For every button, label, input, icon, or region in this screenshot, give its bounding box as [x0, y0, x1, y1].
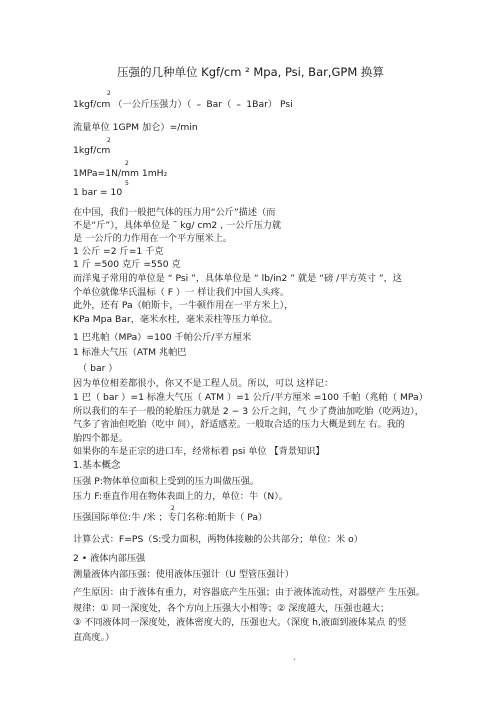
text-line: 测量液体内部压强：使用液体压强计（U 型管压强计）: [73, 569, 294, 580]
section-heading: 2 • 液体内部压强: [73, 553, 146, 564]
text-line: 在中国，我们一般把气体的压力用“公斤”描述（而: [73, 207, 276, 218]
text-line: 压强 P:物体单位面积上受到的压力叫做压强。: [73, 476, 260, 487]
text-line: ③ 不同液体同一深度处，液体密度大的，压强也大。（深度 h,液面到液体某点 的竖: [73, 617, 407, 628]
section-heading: 1.基本概念: [73, 460, 121, 471]
text-line: 此外，还有 Pa（帕斯卡，一牛顿作用在一平方米上），: [73, 300, 294, 311]
text-line: 不是“斤”），具体单位是 ˜ kg/ cm2 , 一公斤压力就: [73, 220, 282, 231]
text-line: 因为单位相差都很小，你又不是工程人员。所以，可以 这样记：: [73, 378, 334, 389]
text-line: 个单位就像华氏温标（ F ）一 样让我们中国人头疼。: [73, 287, 290, 298]
text-line: 而洋鬼子常用的单位是 “ Psi ”，具体单位是 “ lb/in2 ” 就是 “磅 /平方英寸 ”，这: [73, 273, 402, 284]
text-line: 1kgf/cm （一公斤压强力）（ ﹦ Bar（ ﹦ 1Bar） Psi: [73, 99, 293, 110]
text-line: KPa Mpa Bar，毫米水柱，毫米汞柱等压力单位。: [73, 314, 278, 325]
text-line: 如果你的车是正宗的进口车，经常标着 psi 单位 【背景知识】: [73, 446, 325, 457]
text-line: 胎四个都是。: [73, 433, 129, 444]
text-line: 直高度。）: [73, 632, 115, 643]
text-line: 1 标准大气压（ATM 兆帕巴: [73, 347, 187, 358]
text-line: 产生原因：由于液体有重力，对容器底产生压强；由于液体流动性，对器壁产 生压强。: [73, 587, 426, 598]
superscript: 2: [107, 90, 111, 97]
text-line: 1MPa=1N/mm 1mH₂: [73, 168, 168, 179]
page-footer-mark: •: [293, 657, 296, 663]
text-line: 所以我们的车子一般的轮胎压力就是 2 − 3 公斤之间，气 少了费油加吃胎（吃两边），: [73, 406, 424, 417]
text-line: 是 一公斤的力作用在一个平方厘米上。: [73, 233, 233, 244]
text-line: 1 巴（ bar ）=1 标准大气压（ ATM ）=1 公斤/平方厘米 =100 千帕（兆帕（ MPa）: [73, 392, 428, 403]
text-line: 规律：① 同一深度处，各个方向上压强大小相等；② 深度越大，压强也越大；: [73, 603, 390, 614]
superscript: 2: [107, 137, 111, 144]
page-title: 压强的几种单位 Kgf/cm ² Mpa, Psi, Bar,GPM 换算: [117, 65, 384, 79]
text-line: 1 公斤 =2 斤=1 千克: [73, 246, 164, 257]
superscript: 2: [171, 505, 175, 512]
text-line: 压力 F:垂直作用在物体表面上的力，单位：牛（N）。: [73, 491, 288, 502]
text-line: 压强国际单位:牛 /米 ；专门名称:帕斯卡（ Pa）: [73, 512, 268, 523]
text-line: 1 斤 =500 克斤 =550 克: [73, 259, 181, 270]
text-line: （ bar ）: [78, 363, 118, 374]
text-line: 计算公式：F=PS（S:受力面积，两物体接触的公共部分；单位：米 o）: [73, 534, 363, 545]
text-line: 1kgf/cm: [73, 145, 111, 156]
text-line: 流量单位 1GPM 加仑）=/min: [73, 122, 198, 133]
text-line: 1 bar = 10: [73, 187, 123, 198]
superscript: 5: [125, 180, 129, 187]
text-line: 气多了省油但吃胎（吃中 间），舒适感差。一般取合适的压力大概是到左 右。我的: [73, 419, 405, 430]
superscript: 2: [125, 160, 129, 167]
text-line: 1 巴兆帕（MPa）=100 千帕公斤/平方厘米: [73, 332, 252, 343]
